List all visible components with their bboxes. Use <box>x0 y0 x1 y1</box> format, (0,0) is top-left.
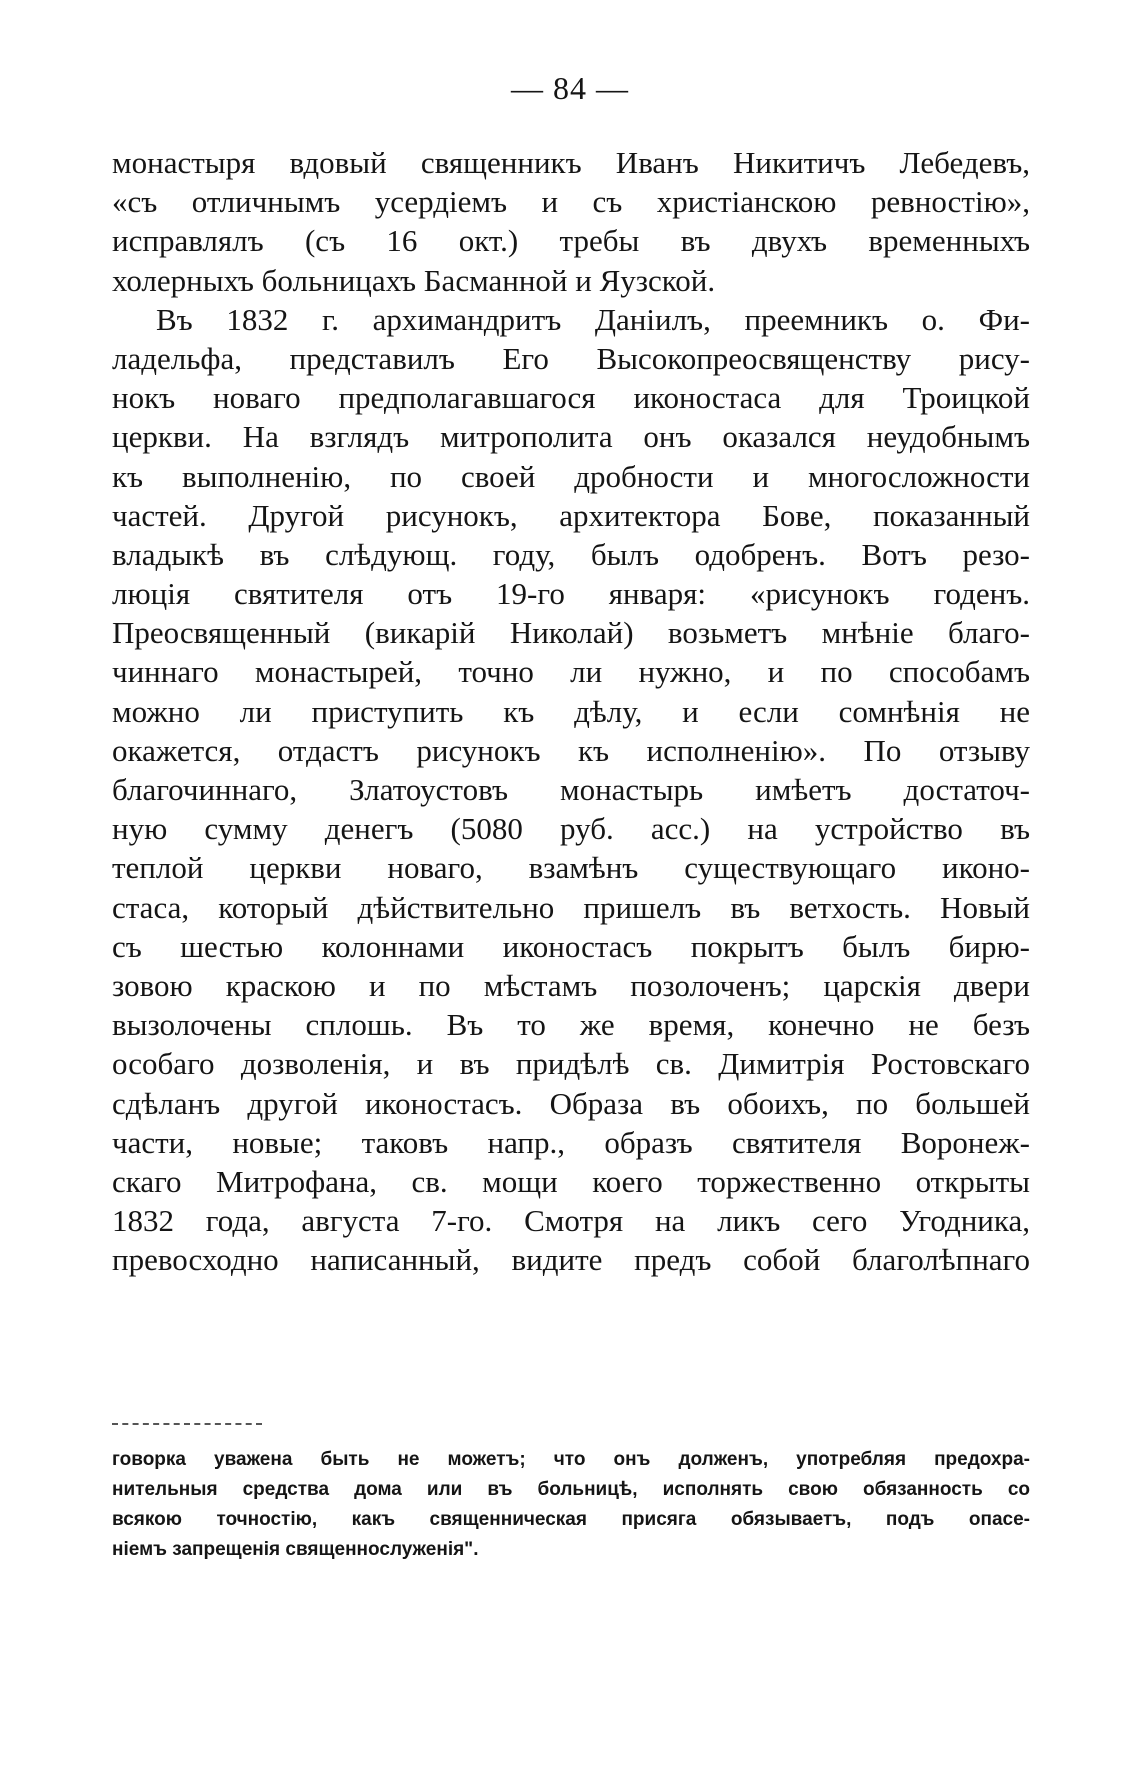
footnote-line: нительныя средства дома или въ больницѣ, исполнять свою обязанность со <box>112 1479 1030 1500</box>
text-line: монастыря вдовый священникъ Иванъ Никитичъ Лебедевъ, <box>112 145 1030 180</box>
text-line: превосходно написанный, видите предъ собой благолѣпнаго <box>112 1242 1030 1278</box>
text-line: стаса, который дѣйствительно пришелъ въ ветхость. Новый <box>112 889 1030 925</box>
text-line: ную сумму денегъ (5080 руб. асс.) на устройство въ <box>112 811 1030 847</box>
text-line: къ выполненію, по своей дробности и многосложности <box>112 458 1030 494</box>
text-line: люція святителя отъ 19-го января: «рисунокъ годенъ. <box>112 576 1030 612</box>
text-line: съ шестью колоннами иконостасъ покрытъ былъ бирю- <box>112 928 1030 964</box>
text-line: церкви. На взглядъ митрополита онъ оказался неудобнымъ <box>112 419 1030 455</box>
text-line: чиннаго монастырей, точно ли нужно, и по способамъ <box>112 654 1030 690</box>
text-line: холерныхъ больницахъ Басманной и Яузской. <box>112 262 716 298</box>
text-line: Преосвященный (викарій Николай) возьметъ мнѣніе благо- <box>112 615 1030 651</box>
text-line: части, новые; таковъ напр., образъ святителя Воронеж- <box>112 1124 1030 1160</box>
text-line: вызолочены сплошь. Въ то же время, конечно не безъ <box>112 1007 1030 1043</box>
text-line: теплой церкви новаго, взамѣнъ существующаго иконо- <box>112 850 1030 886</box>
text-line: сдѣланъ другой иконостасъ. Образа въ обоихъ, по большей <box>112 1085 1030 1121</box>
text-line: особаго дозволенія, и въ придѣлѣ св. Димитрія Ростовскаго <box>112 1046 1030 1082</box>
footnote <box>112 1445 1030 1565</box>
text-line: Въ 1832 г. архимандритъ Даніилъ, преемникъ о. Фи- <box>156 301 1030 337</box>
text-line: 1832 года, августа 7-го. Смотря на ликъ сего Угодника, <box>112 1203 1030 1239</box>
text-line: ладельфа, представилъ Его Высокопреосвященству рису- <box>112 340 1030 376</box>
page-number: — 84 — <box>511 70 629 106</box>
text-line: благочиннаго, Златоустовъ монастырь имѣетъ достаточ- <box>112 772 1030 807</box>
text-line: «съ отличнымъ усердіемъ и съ христіанскою ревностію», <box>112 184 1030 220</box>
text-line: зовою краскою и по мѣстамъ позолоченъ; царскія двери <box>112 967 1030 1003</box>
text-line: нокъ новаго предполагавшагося иконостаса для Троицкой <box>112 380 1030 416</box>
text-line: владыкѣ въ слѣдующ. году, былъ одобренъ. Вотъ резо- <box>112 536 1030 572</box>
text-line: исправлялъ (съ 16 окт.) требы въ двухъ временныхъ <box>112 223 1030 259</box>
footnote-line: говорка уважена быть не можетъ; что онъ долженъ, употребляя предохра- <box>112 1449 1030 1470</box>
footnote-divider <box>112 1423 262 1425</box>
text-line: можно ли приступить къ дѣлу, и если сомнѣнія не <box>112 693 1030 729</box>
text-line: окажется, отдастъ рисунокъ къ исполненію». По отзыву <box>112 732 1030 768</box>
footnote-line: ніемъ запрещенія священнослуженія". <box>112 1539 479 1560</box>
footnote-line: всякою точностію, какъ священническая присяга обязываетъ, подъ опасе- <box>112 1509 1030 1530</box>
text-line: скаго Митрофана, св. мощи коего торжественно открыты <box>112 1163 1030 1199</box>
text-line: частей. Другой рисунокъ, архитектора Бове, показанный <box>112 497 1030 533</box>
main-text <box>112 143 1030 1279</box>
